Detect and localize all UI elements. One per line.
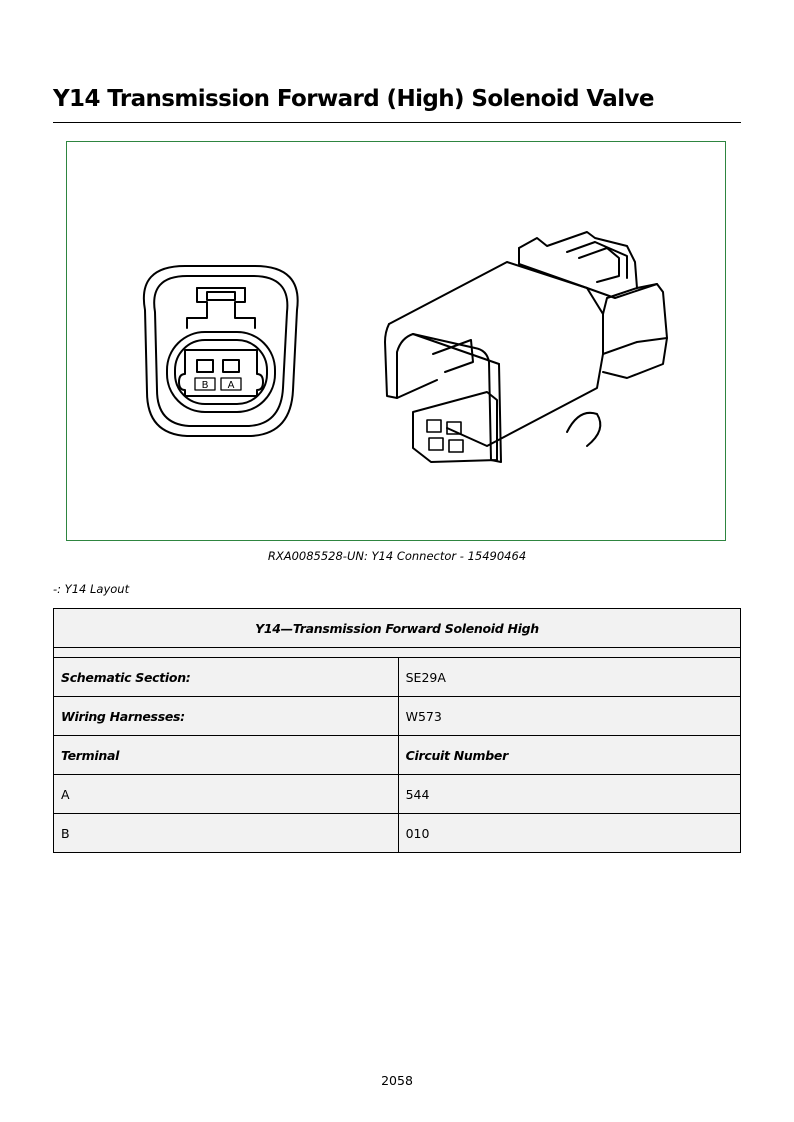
- page-title: Y14 Transmission Forward (High) Solenoid Valve: [53, 86, 654, 112]
- circuit-cell: 544: [398, 775, 740, 814]
- wiring-harnesses-value: W573: [398, 697, 740, 736]
- circuit-cell: 010: [398, 814, 740, 853]
- schematic-section-label: Schematic Section:: [54, 658, 399, 697]
- terminal-cell: A: [54, 775, 399, 814]
- circuit-column-header: Circuit Number: [398, 736, 740, 775]
- title-divider: [53, 122, 741, 123]
- connector-info-table: [53, 608, 741, 853]
- layout-label: -: Y14 Layout: [53, 582, 130, 596]
- connector-iso-view: [385, 232, 667, 462]
- table-header: Y14—Transmission Forward Solenoid High: [54, 609, 741, 648]
- connector-figure: [66, 141, 726, 541]
- table-column-headers: [54, 736, 741, 775]
- table-spacer: [54, 648, 741, 658]
- terminal-column-header: Terminal: [54, 736, 399, 775]
- page-number: 2058: [381, 1073, 413, 1088]
- table-row: [54, 658, 741, 697]
- terminal-b-label: B: [201, 380, 209, 391]
- connector-face-view: [144, 266, 298, 436]
- schematic-section-value: SE29A: [398, 658, 740, 697]
- wiring-harnesses-label: Wiring Harnesses:: [54, 697, 399, 736]
- terminal-a-label: A: [227, 380, 235, 391]
- table-row: [54, 814, 741, 853]
- figure-caption: RXA0085528-UN: Y14 Connector - 15490464: [267, 549, 527, 563]
- terminal-cell: B: [54, 814, 399, 853]
- table-row: [54, 697, 741, 736]
- table-row: [54, 775, 741, 814]
